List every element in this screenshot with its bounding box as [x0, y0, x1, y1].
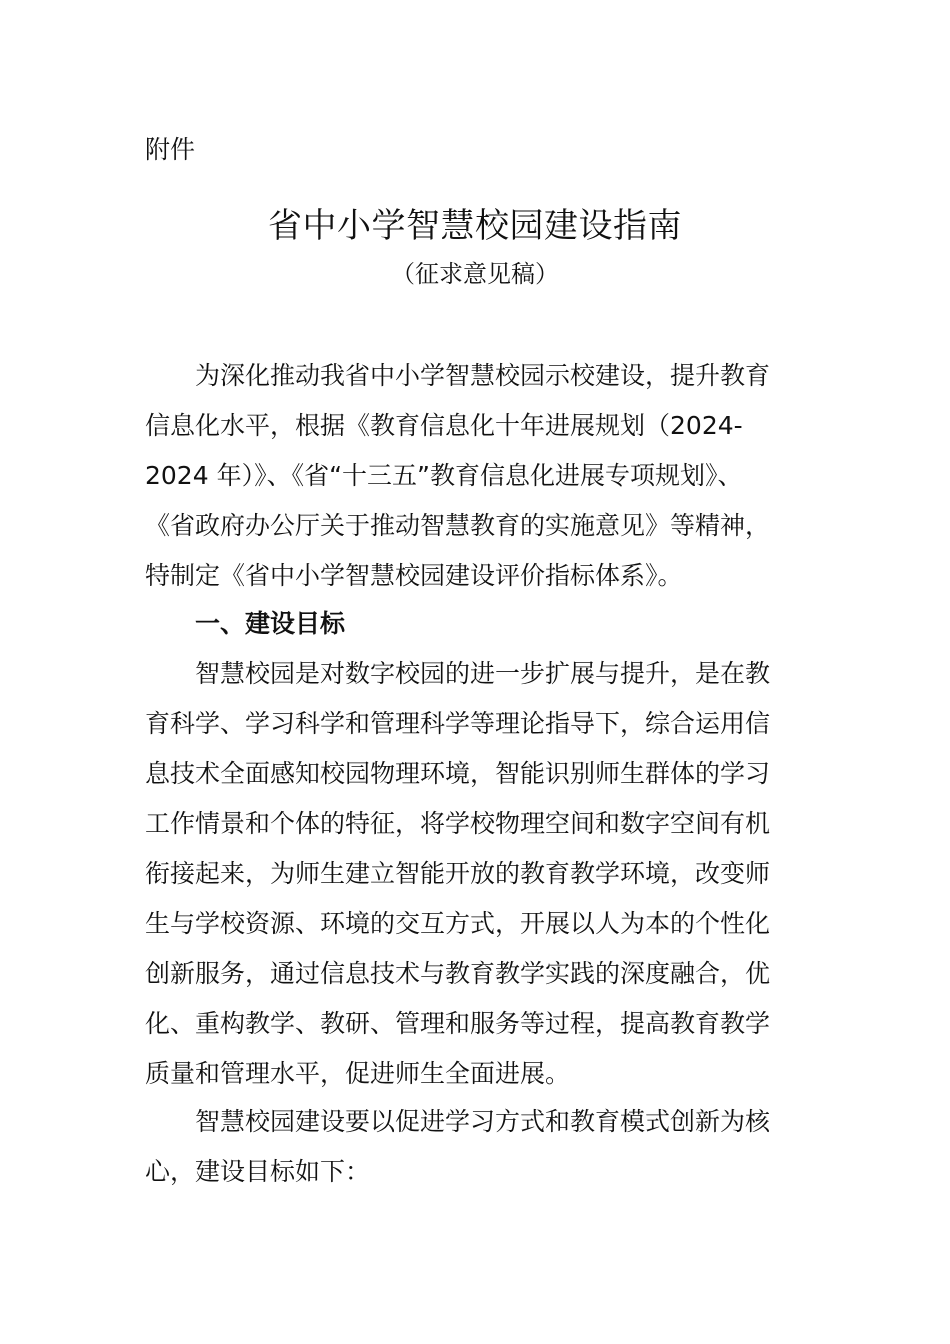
- paragraph-line: 化、重构教学、教研、管理和服务等过程，提高教育教学: [145, 1009, 771, 1038]
- paragraph-line: 《省政府办公厅关于推动智慧教育的实施意见》等精神，: [145, 511, 771, 540]
- section-heading: 一、建设目标: [195, 609, 346, 638]
- paragraph-line: 心，建设目标如下：: [145, 1157, 371, 1186]
- paragraph-line: 特制定《省中小学智慧校园建设评价指标体系》。: [145, 561, 683, 590]
- paragraph-line: 生与学校资源、环境的交互方式，开展以人为本的个性化: [145, 909, 771, 938]
- document-subtitle: （征求意见稿）: [391, 260, 559, 288]
- paragraph-line: 智慧校园是对数字校园的进一步扩展与提升，是在教: [195, 659, 771, 688]
- paragraph-line: 2024 年）》、《省“十三五”教育信息化进展专项规划》、: [145, 461, 743, 490]
- paragraph-line: 质量和管理水平，促进师生全面进展。: [145, 1059, 571, 1088]
- paragraph-line: 工作情景和个体的特征，将学校物理空间和数字空间有机: [145, 809, 771, 838]
- document-title: 省中小学智慧校园建设指南: [268, 206, 682, 246]
- attachment-label: 附件: [145, 135, 196, 164]
- paragraph-line: 信息化水平，根据《教育信息化十年进展规划（2024-: [145, 411, 743, 440]
- paragraph-line: 育科学、学习科学和管理科学等理论指导下，综合运用信: [145, 709, 771, 738]
- paragraph-line: 智慧校园建设要以促进学习方式和教育模式创新为核: [195, 1107, 771, 1136]
- paragraph-line: 衔接起来，为师生建立智能开放的教育教学环境，改变师: [145, 859, 771, 888]
- paragraph-line: 息技术全面感知校园物理环境，智能识别师生群体的学习: [145, 759, 771, 788]
- paragraph-line: 创新服务，通过信息技术与教育教学实践的深度融合，优: [145, 959, 771, 988]
- paragraph-line: 为深化推动我省中小学智慧校园示校建设，提升教育: [195, 361, 771, 390]
